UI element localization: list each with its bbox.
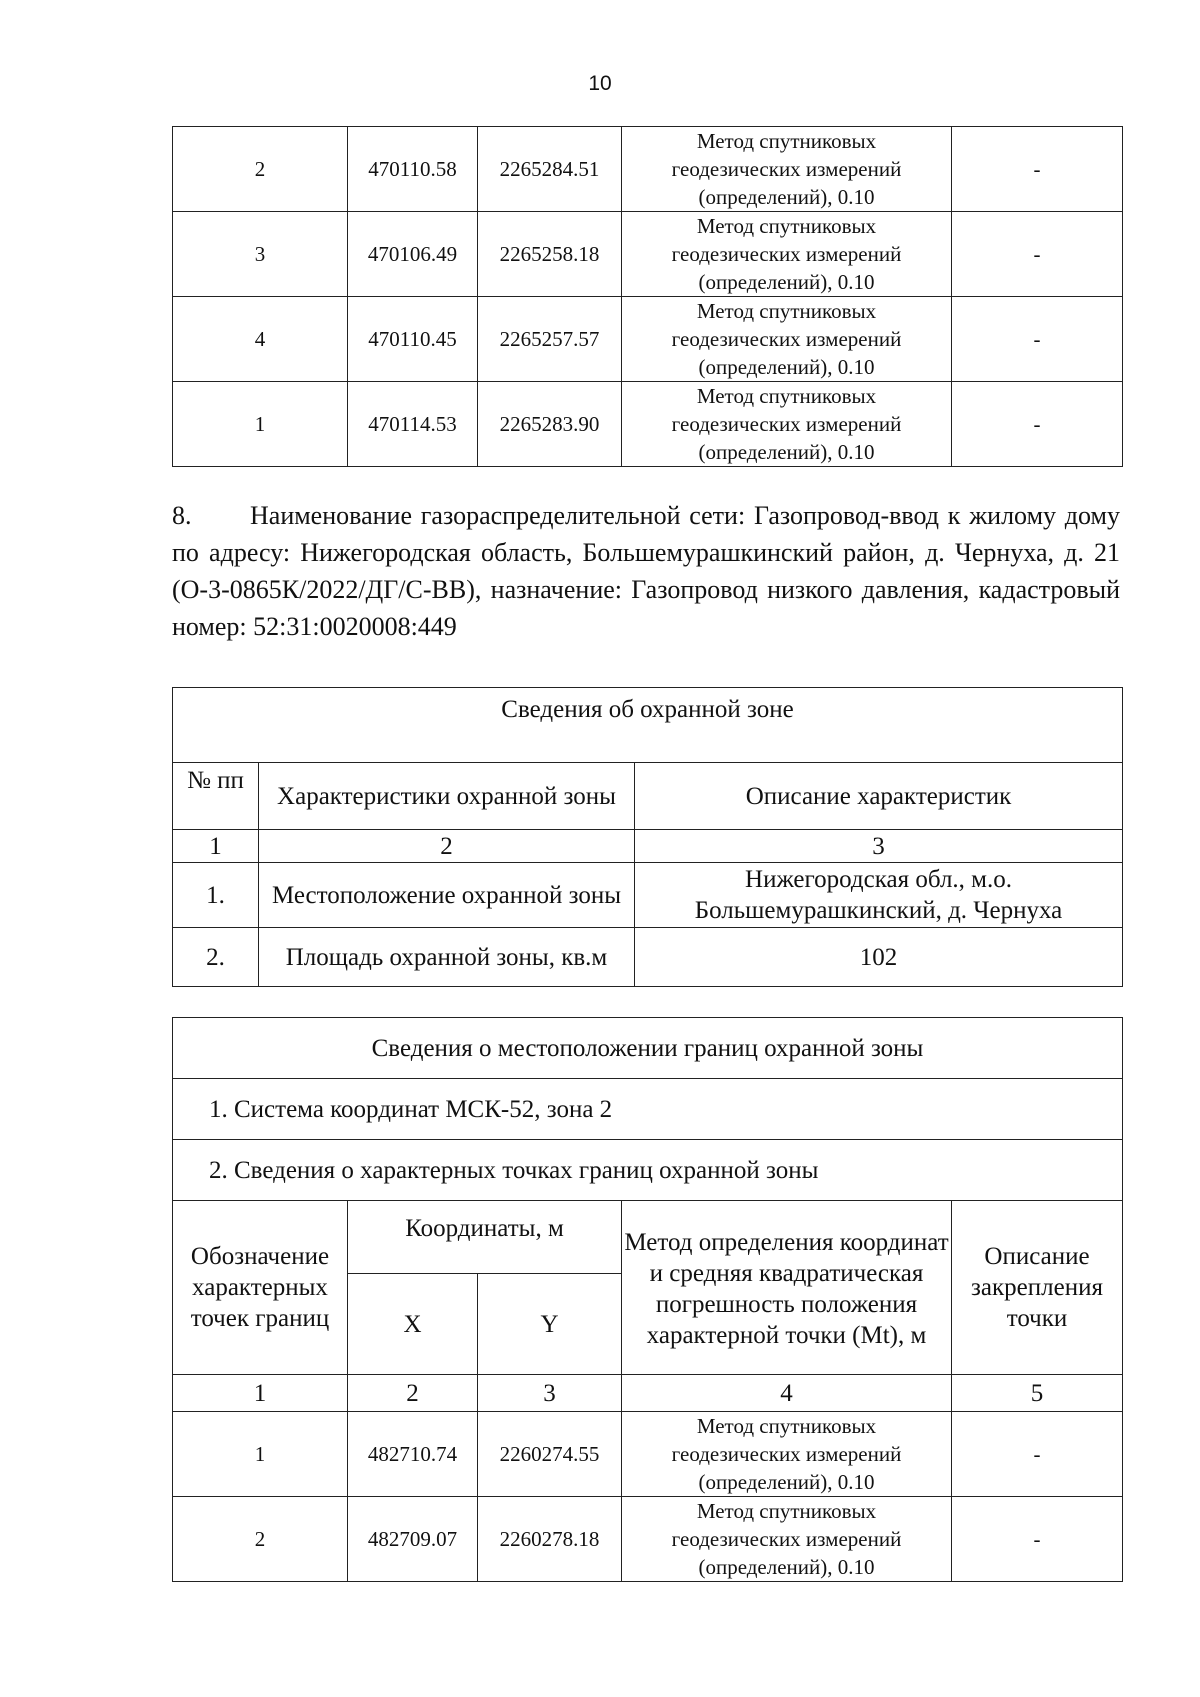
y-cell: 2265257.57 (478, 297, 622, 382)
method-cell (622, 1412, 952, 1497)
method-line: (определений), 0.10 (698, 1470, 875, 1494)
table-row (173, 127, 1123, 212)
row-characteristic: Местоположение охранной зоны (259, 863, 635, 928)
zone-table-title: Сведения об охранной зоне (173, 688, 1123, 763)
row-description: 102 (635, 928, 1123, 987)
x-cell: 470110.58 (348, 127, 478, 212)
x-cell: 482709.07 (348, 1497, 478, 1582)
points-title-row (173, 1140, 1123, 1201)
y-cell: 2265284.51 (478, 127, 622, 212)
index-cell: 1 (173, 1375, 348, 1412)
section-paragraph (172, 497, 1120, 645)
method-line: геодезических измерений (671, 1442, 902, 1466)
row-number: 2. (173, 928, 259, 987)
point-cell: 1 (173, 1412, 348, 1497)
method-line: (определений), 0.10 (698, 185, 875, 209)
table-row (173, 382, 1123, 467)
method-line: (определений), 0.10 (698, 1555, 875, 1579)
x-cell: 482710.74 (348, 1412, 478, 1497)
header-y: Y (478, 1274, 622, 1375)
boundary-table (172, 1017, 1123, 1582)
header-x: X (348, 1274, 478, 1375)
method-line: (определений), 0.10 (698, 355, 875, 379)
index-cell: 2 (259, 830, 635, 863)
table-row (173, 1497, 1123, 1582)
fixation-cell: - (952, 297, 1123, 382)
header-coords: Координаты, м (348, 1201, 622, 1274)
table-header-row (173, 763, 1123, 830)
table-title-row (173, 1018, 1123, 1079)
coord-system: 1. Система координат МСК-52, зона 2 (173, 1079, 1123, 1140)
section-number: 8. (172, 501, 192, 530)
method-line: (определений), 0.10 (698, 270, 875, 294)
method-cell (622, 1497, 952, 1582)
table-row (173, 928, 1123, 987)
index-cell: 2 (348, 1375, 478, 1412)
page-number: 10 (588, 72, 612, 95)
table-row (173, 863, 1123, 928)
index-cell: 3 (635, 830, 1123, 863)
header-method: Метод определения координат и средняя квадратическая погрешность положения характерной точки (Mt), м (622, 1201, 952, 1375)
y-cell: 2265258.18 (478, 212, 622, 297)
header-description: Описание характеристик (635, 763, 1123, 830)
header-characteristic: Характеристики охранной зоны (259, 763, 635, 830)
coord-system-row (173, 1079, 1123, 1140)
row-characteristic: Площадь охранной зоны, кв.м (259, 928, 635, 987)
point-cell: 3 (173, 212, 348, 297)
method-line: Метод спутниковых (696, 384, 877, 408)
table-header-row (173, 1201, 1123, 1274)
method-line: геодезических измерений (671, 1527, 902, 1551)
method-line: Метод спутниковых (696, 214, 877, 238)
method-cell (622, 297, 952, 382)
method-line: геодезических измерений (671, 412, 902, 436)
table-title-row (173, 688, 1123, 763)
fixation-cell: - (952, 382, 1123, 467)
index-cell: 5 (952, 1375, 1123, 1412)
method-line: Метод спутниковых (696, 1499, 877, 1523)
coordinates-table-continued (172, 126, 1123, 467)
row-description: Нижегородская обл., м.о. Большемурашкинский, д. Чернуха (635, 863, 1123, 928)
y-cell: 2260278.18 (478, 1497, 622, 1582)
method-line: геодезических измерений (671, 242, 902, 266)
x-cell: 470110.45 (348, 297, 478, 382)
table-row (173, 297, 1123, 382)
method-line: (определений), 0.10 (698, 440, 875, 464)
point-cell: 4 (173, 297, 348, 382)
y-cell: 2260274.55 (478, 1412, 622, 1497)
table-index-row (173, 830, 1123, 863)
point-cell: 2 (173, 127, 348, 212)
points-title: 2. Сведения о характерных точках границ охранной зоны (173, 1140, 1123, 1201)
table-index-row (173, 1375, 1123, 1412)
method-line: Метод спутниковых (696, 299, 877, 323)
zone-info-table (172, 687, 1123, 987)
method-line: Метод спутниковых (696, 1414, 877, 1438)
fixation-cell: - (952, 1497, 1123, 1582)
header-fixation: Описание закрепления точки (952, 1201, 1123, 1375)
fixation-cell: - (952, 212, 1123, 297)
point-cell: 1 (173, 382, 348, 467)
index-cell: 4 (622, 1375, 952, 1412)
section-text: Наименование газораспределительной сети: Газопровод-ввод к жилому дому по адресу: Нижегородская область, Большемурашкинский район, д. Чернуха, д. 21 (О-3-0865К/2022/ДГ/С-ВВ), назначение: Газопровод низкого давления, кадастровый номер: 52:31:0020008:449 (172, 501, 1120, 641)
index-cell: 1 (173, 830, 259, 863)
index-cell: 3 (478, 1375, 622, 1412)
fixation-cell: - (952, 1412, 1123, 1497)
x-cell: 470114.53 (348, 382, 478, 467)
table-row (173, 212, 1123, 297)
row-number: 1. (173, 863, 259, 928)
method-cell (622, 382, 952, 467)
method-line: геодезических измерений (671, 327, 902, 351)
method-cell (622, 127, 952, 212)
header-number: № пп (173, 763, 259, 830)
fixation-cell: - (952, 127, 1123, 212)
x-cell: 470106.49 (348, 212, 478, 297)
method-line: Метод спутниковых (696, 129, 877, 153)
method-cell (622, 212, 952, 297)
y-cell: 2265283.90 (478, 382, 622, 467)
table-row (173, 1412, 1123, 1497)
point-cell: 2 (173, 1497, 348, 1582)
boundary-table-title: Сведения о местоположении границ охранной зоны (173, 1018, 1123, 1079)
method-line: геодезических измерений (671, 157, 902, 181)
header-point: Обозначение характерных точек границ (173, 1201, 348, 1375)
